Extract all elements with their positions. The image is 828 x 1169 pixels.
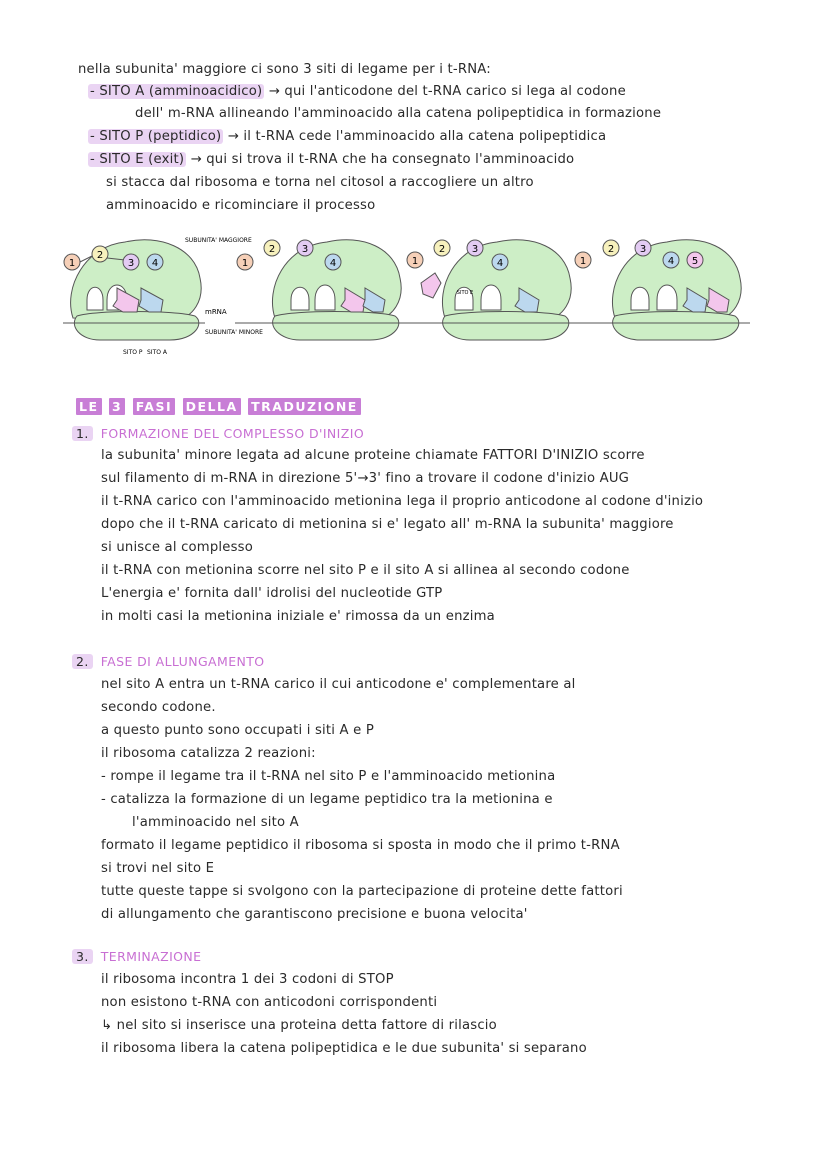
label-site-e: SITO E: [456, 290, 474, 296]
phase-2-line: l'amminoacido nel sito A: [132, 815, 299, 830]
bead-number: 1: [68, 258, 76, 269]
phase-2-line: - catalizza la formazione di un legame peptidico tra la metionina e: [101, 792, 553, 807]
label-mrna: mRNA: [205, 308, 227, 316]
header-word: FASI: [133, 398, 175, 415]
bead-number: 4: [667, 256, 675, 267]
phase-2-line: a questo punto sono occupati i siti A e P: [101, 723, 374, 738]
site-e-cont-2: amminoacido e ricominciare il processo: [106, 198, 376, 213]
phase-1-line: il t-RNA carico con l'amminoacido metionina lega il proprio anticodone al codone d'inizio: [101, 494, 704, 509]
panel-3: [405, 240, 575, 340]
phase-2-line: formato il legame peptidico il ribosoma si sposta in modo che il primo t-RNA: [101, 838, 620, 853]
panel-2: [235, 240, 405, 340]
label-major: SUBUNITA' MAGGIORE: [185, 237, 252, 244]
phase-2-line: - rompe il legame tra il t-RNA nel sito P e l'amminoacido metionina: [101, 769, 556, 784]
bead-number: 4: [496, 258, 504, 269]
site-p-line: [88, 128, 606, 146]
phase-3-line: il ribosoma libera la catena polipeptidica e le due subunita' si separano: [101, 1041, 587, 1056]
phase-1-line: la subunita' minore legata ad alcune proteine chiamate FATTORI D'INIZIO scorre: [101, 448, 645, 463]
section-header: [76, 399, 363, 417]
phase-1-line: sul filamento di m-RNA in direzione 5'→3' fino a trovare il codone d'inizio AUG: [101, 471, 630, 486]
phase-1-title: [72, 426, 364, 441]
bead-number: 2: [268, 244, 276, 255]
phase-3-title: [72, 949, 201, 964]
bead-number: 2: [438, 244, 446, 255]
bead-number: 5: [691, 256, 699, 267]
phase-3-title-text: TERMINAZIONE: [100, 949, 202, 964]
site-e-label: - SITO E (exit): [90, 152, 185, 167]
phase-2-title: [72, 654, 265, 669]
site-e-cont-1: si stacca dal ribosoma e torna nel citosol a raccogliere un altro: [106, 175, 534, 190]
header-word: 3: [109, 398, 125, 415]
bead-number: 4: [151, 258, 159, 269]
phase-3-line: non esistono t-RNA con anticodoni corrispondenti: [101, 995, 438, 1010]
bead-number: 1: [579, 256, 587, 267]
phase-2-line: secondo codone.: [101, 700, 216, 715]
label-site-a: SITO A: [147, 349, 167, 356]
header-word: TRADUZIONE: [248, 398, 361, 415]
intro-line: nella subunita' maggiore ci sono 3 siti di legame per i t-RNA:: [78, 62, 491, 77]
phase-2-title-text: FASE DI ALLUNGAMENTO: [100, 654, 265, 669]
bead-number: 3: [127, 258, 135, 269]
phase-1-line: il t-RNA con metionina scorre nel sito P e il sito A si allinea al secondo codone: [101, 563, 630, 578]
bead-number: 1: [411, 256, 419, 267]
site-a-line: [88, 83, 626, 101]
bead-number: 4: [329, 258, 337, 269]
phase-1-line: dopo che il t-RNA caricato di metionina si e' legato all' m-RNA la subunita' maggiore: [101, 517, 674, 532]
site-p-label: - SITO P (peptidico): [90, 129, 222, 144]
site-a-cont: dell' m-RNA allineando l'amminoacido alla catena polipeptidica in formazione: [135, 106, 662, 121]
phase-1-line: in molti casi la metionina iniziale e' rimossa da un enzima: [101, 609, 495, 624]
phase-1-num: 1.: [72, 426, 93, 441]
bead-number: 3: [639, 244, 647, 255]
site-a-label: - SITO A (amminoacidico): [90, 84, 263, 99]
panel-4: [575, 240, 750, 340]
label-minor: SUBUNITA' MINORE: [205, 329, 263, 336]
phase-2-line: nel sito A entra un t-RNA carico il cui anticodone e' complementare al: [101, 677, 576, 692]
phase-2-line: tutte queste tappe si svolgono con la partecipazione di proteine dette fattori: [101, 884, 623, 899]
phase-2-num: 2.: [72, 654, 93, 669]
site-a-text: → qui l'anticodone del t-RNA carico si lega al codone: [268, 84, 626, 99]
bead-number: 2: [96, 250, 104, 261]
site-e-text: → qui si trova il t-RNA che ha consegnato l'amminoacido: [190, 152, 575, 167]
phase-3-line: il ribosoma incontra 1 dei 3 codoni di STOP: [101, 972, 394, 987]
site-e-line: [88, 151, 574, 169]
phase-2-line: si trovi nel sito E: [101, 861, 215, 876]
phase-2-line: il ribosoma catalizza 2 reazioni:: [101, 746, 316, 761]
header-word: DELLA: [183, 398, 241, 415]
label-site-p: SITO P: [123, 349, 143, 356]
phase-2-line: di allungamento che garantiscono precisione e buona velocita': [101, 907, 528, 922]
ribosome-diagram: [55, 228, 775, 368]
bead-number: 3: [301, 244, 309, 255]
bead-number: 1: [241, 258, 249, 269]
phase-3-num: 3.: [72, 949, 93, 964]
panel-1: [63, 237, 263, 356]
phase-1-line: L'energia e' fornita dall' idrolisi del nucleotide GTP: [101, 586, 443, 601]
bead-number: 2: [607, 244, 615, 255]
bead-number: 3: [471, 244, 479, 255]
header-word: LE: [76, 398, 102, 415]
phase-3-line: ↳ nel sito si inserisce una proteina detta fattore di rilascio: [101, 1018, 497, 1033]
phase-1-title-text: FORMAZIONE DEL COMPLESSO D'INIZIO: [100, 426, 365, 441]
site-p-text: → il t-RNA cede l'amminoacido alla catena polipeptidica: [227, 129, 607, 144]
phase-1-line: si unisce al complesso: [101, 540, 253, 555]
